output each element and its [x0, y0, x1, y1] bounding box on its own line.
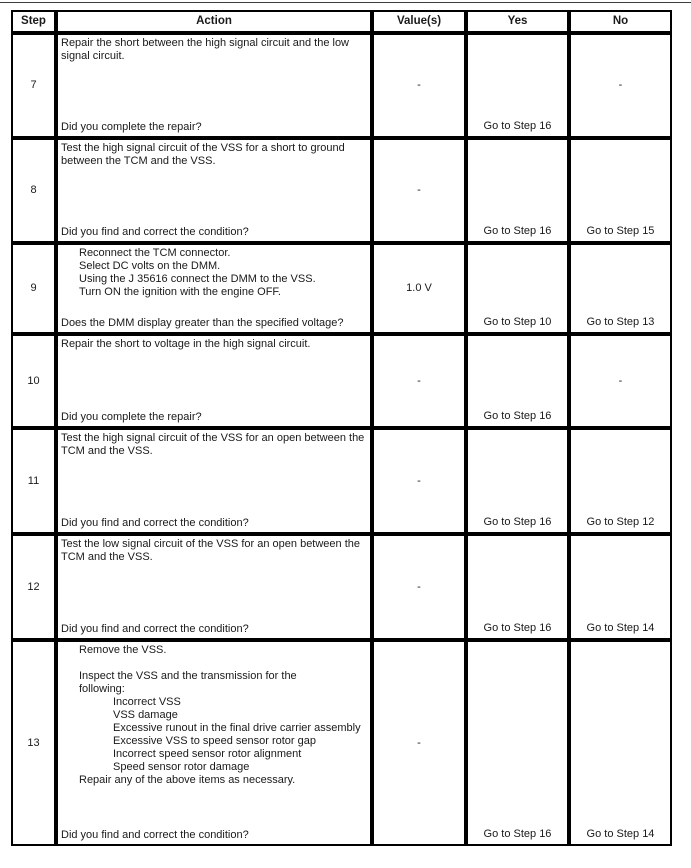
value-text: 1.0 V [406, 282, 432, 294]
action-line: Excessive runout in the final drive carrier assembly [113, 722, 361, 734]
no-instruction: - [618, 79, 623, 91]
action-text [61, 338, 365, 351]
action-line: Using the J 35616 connect the DMM to the VSS. [79, 273, 316, 285]
no-instruction: - [618, 374, 623, 387]
yes-cell [466, 334, 569, 428]
action-cell [56, 33, 372, 138]
action-line: Test the high signal circuit of the VSS for an open between the TCM and the VSS. [61, 432, 365, 457]
action-line: Remove the VSS. [79, 644, 167, 656]
yes-instruction: Go to Step 16 [483, 410, 552, 422]
step-cell [11, 640, 56, 846]
header-step: Step [11, 10, 56, 33]
page-top-rule [0, 2, 691, 3]
no-cell [569, 33, 672, 138]
value-cell [372, 334, 466, 428]
action-cell [56, 428, 372, 534]
step-cell [11, 243, 56, 334]
action-line: Select DC volts on the DMM. [79, 260, 221, 272]
action-cell [56, 640, 372, 846]
no-instruction: Go to Step 13 [586, 316, 655, 328]
value-cell [372, 640, 466, 846]
question-text: Did you find and correct the condition? [61, 623, 249, 635]
question-text: Did you find and correct the condition? [61, 829, 249, 841]
value-cell [372, 138, 466, 243]
yes-instruction: Go to Step 16 [483, 225, 552, 237]
step-number: 10 [27, 374, 40, 387]
action-line [79, 657, 365, 670]
step-number: 13 [27, 736, 40, 749]
value-text: - [417, 736, 421, 749]
step-cell [11, 33, 56, 138]
step-cell [11, 138, 56, 243]
no-cell [569, 334, 672, 428]
action-line: Repair the short between the high signal circuit and the low signal circuit. [61, 37, 350, 62]
question-text: Did you find and correct the condition? [61, 517, 249, 529]
action-text [61, 432, 365, 458]
table-row-step-12 [11, 534, 672, 640]
header-yes: Yes [466, 10, 569, 33]
yes-cell [466, 33, 569, 138]
step-number: 7 [30, 79, 37, 91]
yes-instruction: Go to Step 16 [483, 516, 552, 528]
table-row-step-10 [11, 334, 672, 428]
action-line: Test the high signal circuit of the VSS for a short to ground between the TCM and the VSS. [61, 142, 345, 167]
no-cell [569, 640, 672, 846]
table-row-step-11 [11, 428, 672, 534]
yes-instruction: Go to Step 16 [483, 622, 552, 634]
step-cell [11, 534, 56, 640]
no-cell [569, 138, 672, 243]
action-line: VSS damage [113, 709, 178, 721]
step-cell [11, 334, 56, 428]
value-text: - [417, 580, 421, 593]
table-row-step-13 [11, 640, 672, 846]
table-row-step-9 [11, 243, 672, 334]
no-cell [569, 243, 672, 334]
yes-instruction: Go to Step 10 [483, 316, 552, 328]
question-text: Did you find and correct the condition? [61, 226, 249, 238]
action-line: Incorrect VSS [113, 696, 181, 708]
action-line: Test the low signal circuit of the VSS for an open between the TCM and the VSS. [61, 538, 361, 563]
table-header [11, 10, 672, 33]
header-values: Value(s) [372, 10, 466, 33]
question-text: Did you complete the repair? [61, 411, 202, 423]
action-text [61, 644, 365, 787]
value-cell [372, 534, 466, 640]
action-line: Speed sensor rotor damage [113, 761, 250, 773]
question-text: Did you complete the repair? [61, 121, 202, 133]
yes-cell [466, 640, 569, 846]
action-cell [56, 534, 372, 640]
value-cell [372, 243, 466, 334]
action-line: Incorrect speed sensor rotor alignment [113, 748, 302, 760]
header-row [11, 10, 672, 33]
no-instruction: Go to Step 14 [586, 622, 655, 634]
header-action: Action [56, 10, 372, 33]
value-cell [372, 428, 466, 534]
action-line: Repair the short to voltage in the high signal circuit. [61, 338, 311, 350]
steps-table-body [11, 33, 672, 846]
action-line: Turn ON the ignition with the engine OFF. [79, 286, 281, 298]
table-row-step-8 [11, 138, 672, 243]
yes-cell [466, 534, 569, 640]
value-text: - [417, 184, 421, 196]
action-line: Inspect the VSS and the transmission for the [79, 670, 297, 682]
action-line: Reconnect the TCM connector. [79, 247, 231, 259]
action-line: following: [79, 683, 125, 695]
value-text: - [417, 79, 421, 91]
step-number: 8 [30, 184, 37, 196]
yes-cell [466, 138, 569, 243]
action-text [61, 142, 365, 168]
no-cell [569, 428, 672, 534]
value-text: - [417, 474, 421, 487]
value-text: - [417, 374, 421, 387]
yes-cell [466, 243, 569, 334]
step-number: 11 [27, 474, 40, 487]
action-text [61, 538, 365, 564]
table-row-step-7 [11, 33, 672, 138]
action-text [61, 247, 365, 299]
step-number: 12 [27, 580, 40, 593]
question-text: Does the DMM display greater than the specified voltage? [61, 317, 344, 329]
action-cell [56, 243, 372, 334]
no-cell [569, 534, 672, 640]
action-line: Repair any of the above items as necessary. [79, 774, 296, 786]
value-cell [372, 33, 466, 138]
step-cell [11, 428, 56, 534]
yes-cell [466, 428, 569, 534]
action-text [61, 37, 365, 63]
yes-instruction: Go to Step 16 [483, 120, 552, 132]
diagnostic-steps-table [11, 10, 672, 846]
action-cell [56, 334, 372, 428]
no-instruction: Go to Step 12 [586, 516, 655, 528]
no-instruction: Go to Step 15 [586, 225, 655, 237]
yes-instruction: Go to Step 16 [483, 828, 552, 840]
no-instruction: Go to Step 14 [586, 828, 655, 840]
action-cell [56, 138, 372, 243]
action-line: Excessive VSS to speed sensor rotor gap [113, 735, 316, 747]
header-no: No [569, 10, 672, 33]
step-number: 9 [30, 282, 37, 294]
